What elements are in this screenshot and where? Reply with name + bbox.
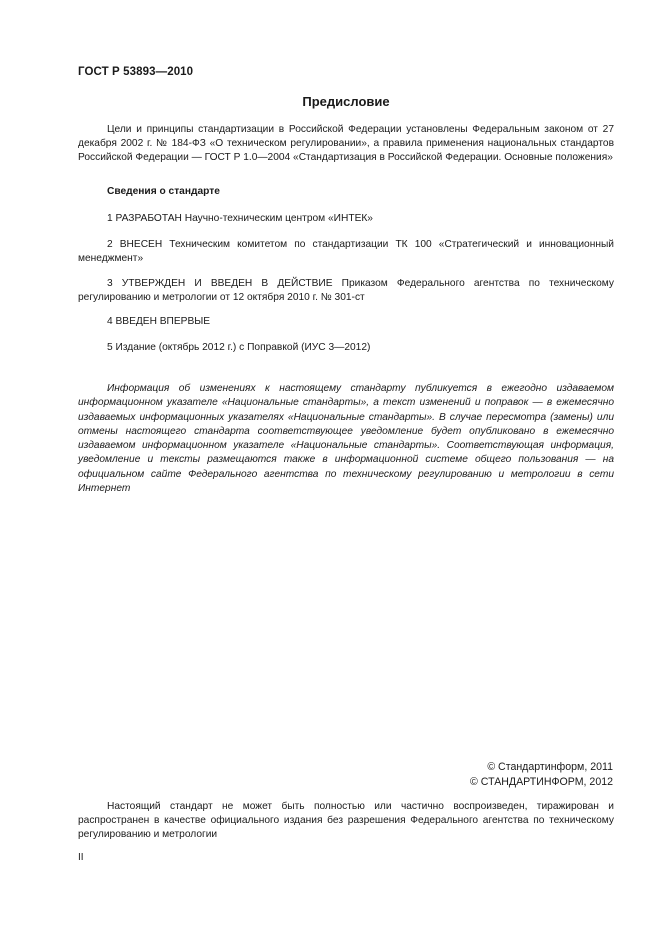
changes-information-notice: Информация об изменениях к настоящему стандарту публикуется в ежегодно издаваемом информационном указателе «Национальные стандарты», а текст изменений и поправок — в ежемесячно издаваемых информационных указателях «Национальные стандарты». В случае пересмотра (замены) или отмены настоящего стандарта соответствующее уведомление будет опубликовано в ежемесячно издаваемом информационном указателе «Национальные стандарты». Соответствующая информация, уведомление и тексты размещаются также в информационной системе общего пользования — на официальном сайте Федерального агентства по техническому регулированию и метрологии в сети Интернет [78,383,614,495]
reproduction-notice: Настоящий стандарт не может быть полностью или частично воспроизведен, тиражирован и распространен в качестве официального издания без разрешения Федерального агентства по техническому регулированию и метрологии [78,801,614,841]
standard-info-item-2: 2 ВНЕСЕН Техническим комитетом по стандартизации ТК 100 «Стратегический и инновационный менеджмент» [78,239,614,265]
standard-info-item-5: 5 Издание (октябрь 2012 г.) с Поправкой (ИУС 3—2012) [107,342,371,353]
preface-title: Предисловие [302,94,390,109]
copyright-line-2012: © СТАНДАРТИНФОРМ, 2012 [470,776,613,788]
document-code-header: ГОСТ Р 53893—2010 [78,66,194,78]
standard-info-item-3: 3 УТВЕРЖДЕН И ВВЕДЕН В ДЕЙСТВИЕ Приказом Федерального агентства по техническому регулированию и метрологии от 12 октября 2010 г. № 301-ст [78,278,614,304]
standard-info-item-4: 4 ВВЕДЕН ВПЕРВЫЕ [107,316,211,327]
standard-info-heading: Сведения о стандарте [107,186,220,197]
standard-info-item-1: 1 РАЗРАБОТАН Научно-техническим центром «ИНТЕК» [107,213,373,224]
page-number: II [78,852,84,863]
copyright-line-2011: © Стандартинформ, 2011 [487,761,613,773]
preface-intro-paragraph: Цели и принципы стандартизации в Российской Федерации установлены Федеральным законом от 27 декабря 2002 г. № 184-ФЗ «О техническом регулировании», а правила применения национальных стандартов Российской Федерации — ГОСТ Р 1.0—2004 «Стандартизация в Российской Федерации. Основные положения» [78,124,614,164]
